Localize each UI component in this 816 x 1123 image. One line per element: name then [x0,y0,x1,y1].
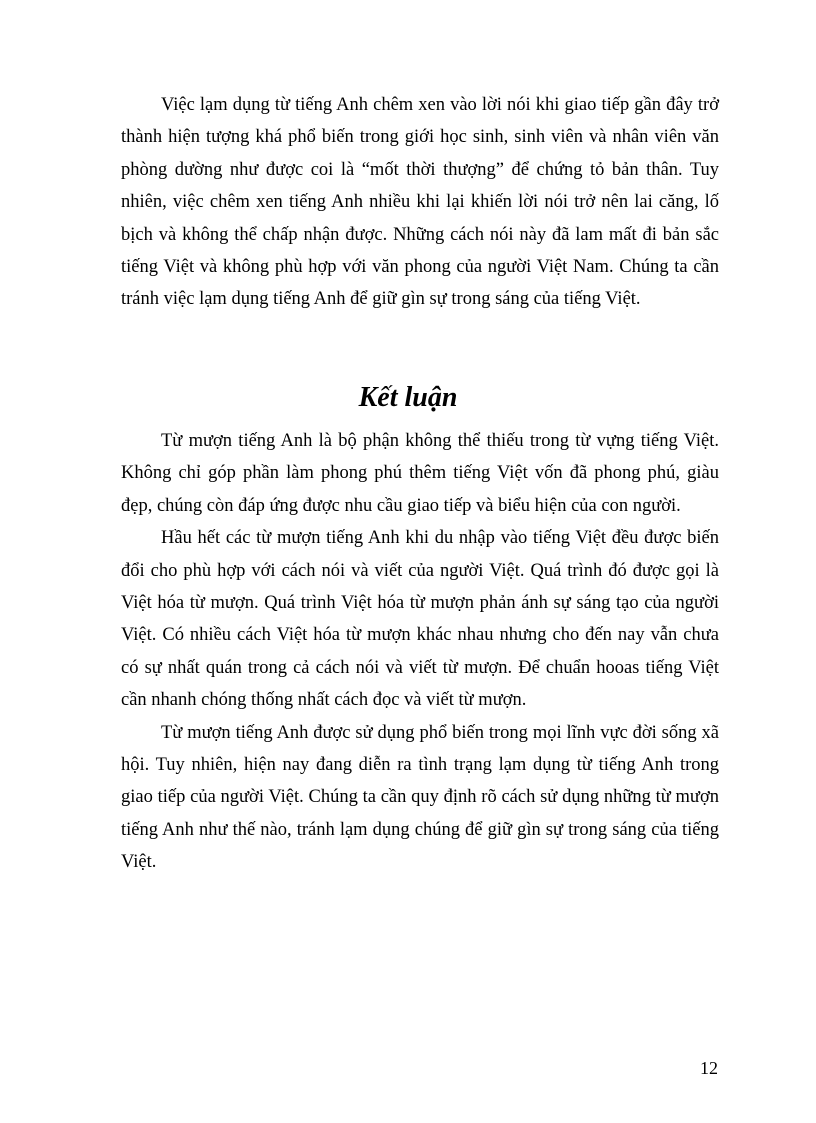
conclusion-paragraph-1: Từ mượn tiếng Anh là bộ phận không thể thiếu trong từ vựng tiếng Việt. Không chỉ góp phần làm phong phú thêm tiếng Việt vốn đã phong phú, giàu đẹp, chúng còn đáp ứng được nhu cầu giao tiếp và biểu hiện của con người. [121,431,719,516]
conclusion-section [121,425,719,879]
conclusion-paragraph-2: Hầu hết các từ mượn tiếng Anh khi du nhập vào tiếng Việt đều được biến đổi cho phù hợp với cách nói và viết của người Việt. Quá trình đó được gọi là Việt hóa từ mượn. Quá trình Việt hóa từ mượn phản ánh sự sáng tạo của người Việt. Có nhiều cách Việt hóa từ mượn khác nhau nhưng cho đến nay vẫn chưa có sự nhất quán trong cả cách nói và viết từ mượn. Để chuẩn hooas tiếng Việt cần nhanh chóng thống nhất cách đọc và viết từ mượn. [121,528,719,711]
intro-section [121,89,719,316]
conclusion-paragraph-3: Từ mượn tiếng Anh được sử dụng phổ biến trong mọi lĩnh vực đời sống xã hội. Tuy nhiên, hiện nay đang diễn ra tình trạng lạm dụng từ tiếng Anh trong giao tiếp của người Việt. Chúng ta cần quy định rõ cách sử dụng những từ mượn tiếng Anh như thế nào, tránh lạm dụng chúng để giữ gìn sự trong sáng của tiếng Việt. [121,722,719,873]
intro-paragraph: Việc lạm dụng từ tiếng Anh chêm xen vào lời nói khi giao tiếp gần đây trở thành hiện tượng khá phổ biến trong giới học sinh, sinh viên và nhân viên văn phòng dường như được coi là “mốt thời thượng” để chứng tỏ bản thân. Tuy nhiên, việc chêm xen tiếng Anh nhiều khi lại khiến lời nói trở nên lai căng, lố bịch và không thể chấp nhận được. Những cách nói này đã lam mất đi bản sắc tiếng Việt và không phù hợp với văn phong của người Việt Nam. Chúng ta cần tránh việc lạm dụng tiếng Anh để giữ gìn sự trong sáng của tiếng Việt. [121,95,719,310]
page-number: 12 [700,1058,718,1078]
section-heading: Kết luận [358,382,458,413]
